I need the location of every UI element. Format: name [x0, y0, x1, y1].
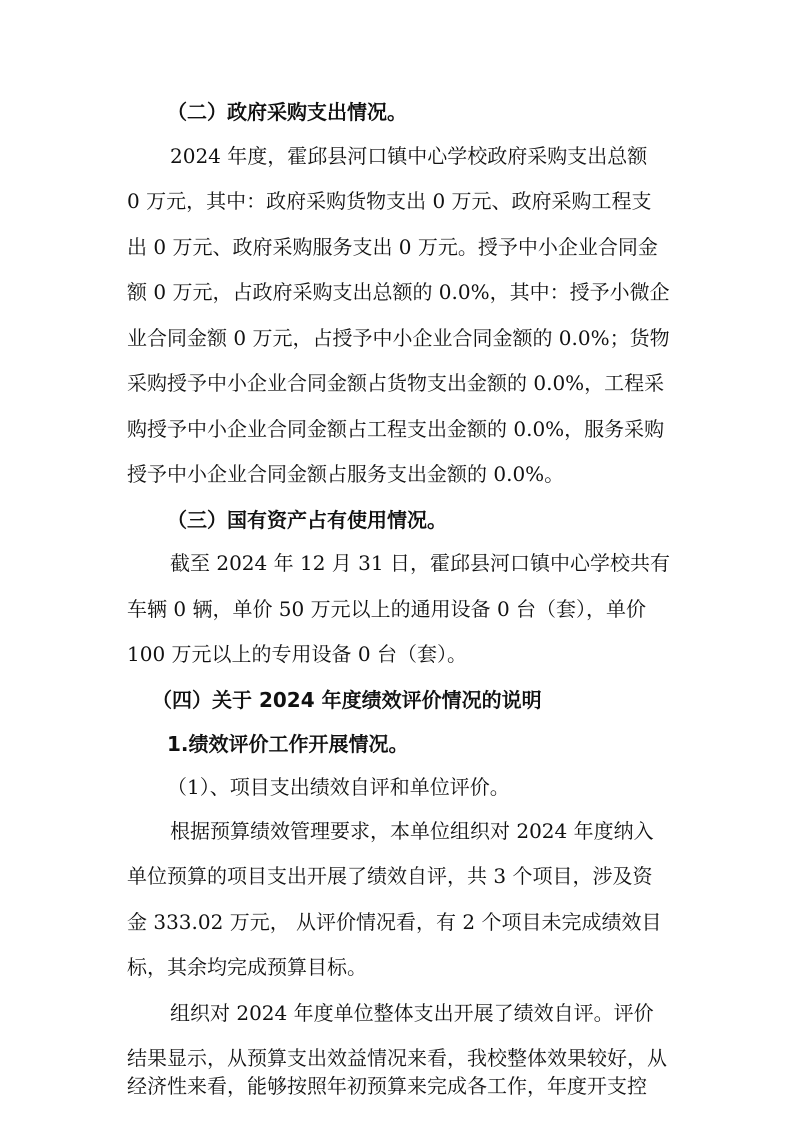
procurement-line-3: 出 0 万元、政府采购服务支出 0 万元。授予中小企业合同金	[127, 235, 658, 259]
performance-p2-line-3: 经济性来看，能够按照年初预算来完成各工作，年度开支控	[127, 1074, 647, 1098]
performance-p2-line-2: 结果显示，从预算支出效益情况来看，我校整体效果较好，从	[127, 1046, 667, 1070]
procurement-line-4: 额 0 万元，占政府采购支出总额的 0.0%，其中：授予小微企	[127, 280, 670, 304]
procurement-line-6: 采购授予中小企业合同金额占货物支出金额的 0.0%，工程采	[127, 371, 665, 395]
assets-line-3: 100 万元以上的专用设备 0 台（套）。	[127, 642, 467, 666]
performance-subheading: 1.绩效评价工作开展情况。	[167, 732, 409, 756]
performance-p2-line-1: 组织对 2024 年度单位整体支出开展了绩效自评。评价	[170, 1001, 654, 1025]
performance-p1-line-3: 金 333.02 万元， 从评价情况看，有 2 个项目未完成绩效目	[127, 910, 662, 934]
procurement-line-1: 2024 年度，霍邱县河口镇中心学校政府采购支出总额	[170, 144, 648, 168]
procurement-line-2: 0 万元，其中：政府采购货物支出 0 万元、政府采购工程支	[127, 189, 652, 213]
performance-p1-line-2: 单位预算的项目支出开展了绩效自评，共 3 个项目，涉及资	[127, 864, 653, 888]
section-heading-assets: （三）国有资产占有使用情况。	[167, 508, 447, 532]
performance-p1-line-1: 根据预算绩效管理要求，本单位组织对 2024 年度纳入	[170, 819, 654, 843]
section-heading-performance: （四）关于 2024 年度绩效评价情况的说明	[152, 688, 542, 712]
performance-item-title: （1）、项目支出绩效自评和单位评价。	[167, 775, 510, 799]
procurement-line-8: 授予中小企业合同金额占服务支出金额的 0.0%。	[127, 462, 565, 486]
performance-p1-line-4: 标，其余均完成预算目标。	[127, 955, 367, 979]
assets-line-2: 车辆 0 辆，单价 50 万元以上的通用设备 0 台（套），单价	[127, 597, 647, 621]
procurement-line-7: 购授予中小企业合同金额占工程支出金额的 0.0%，服务采购	[127, 417, 665, 441]
assets-line-1: 截至 2024 年 12 月 31 日，霍邱县河口镇中心学校共有	[170, 551, 670, 575]
section-heading-procurement: （二）政府采购支出情况。	[167, 100, 407, 124]
procurement-line-5: 业合同金额 0 万元，占授予中小企业合同金额的 0.0%；货物	[127, 326, 670, 350]
